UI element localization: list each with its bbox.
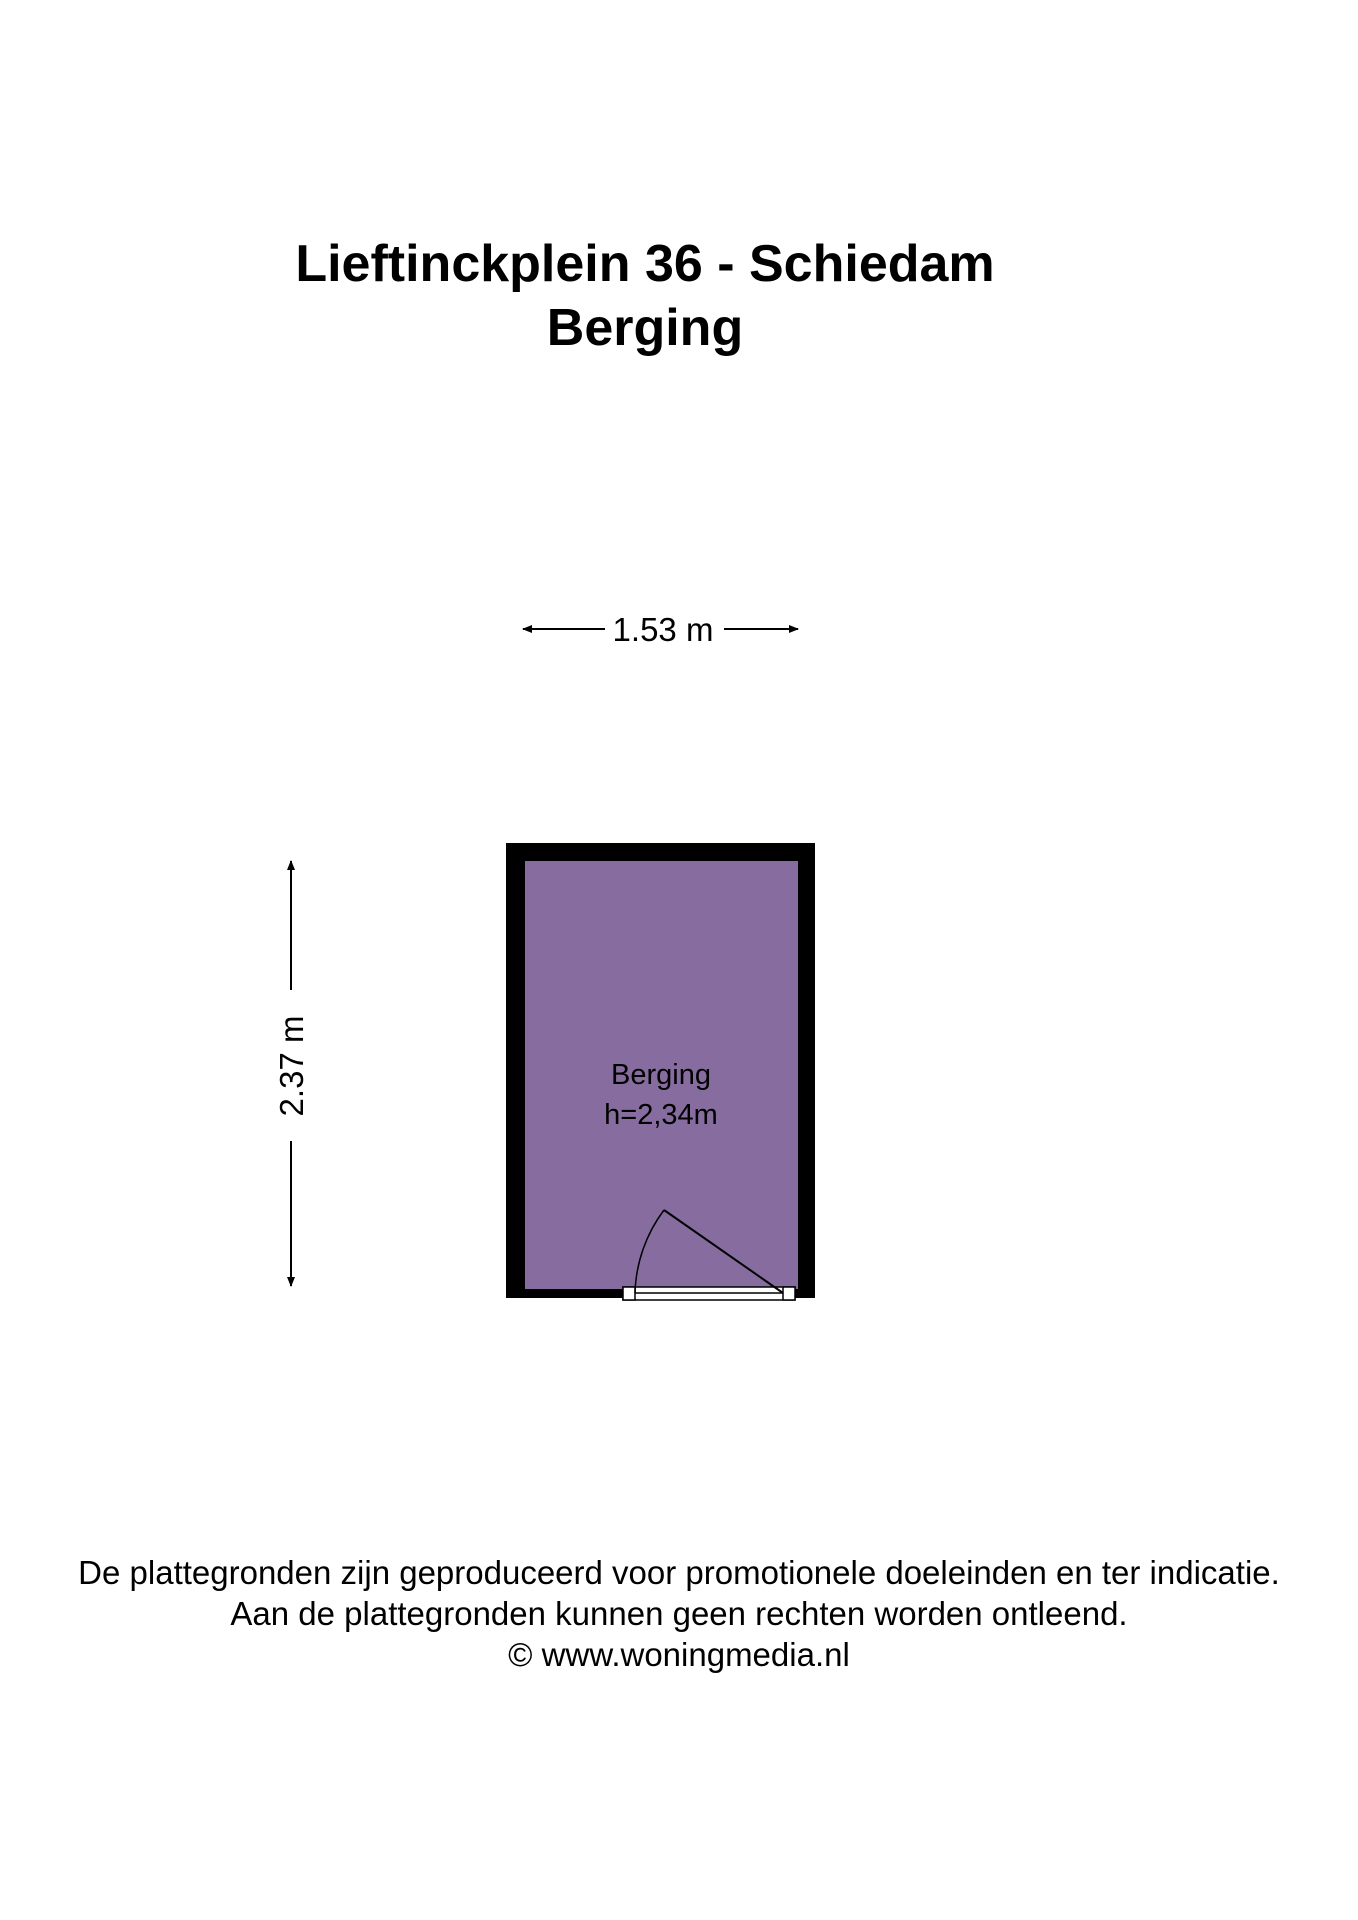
room-berging [506,843,815,1300]
door-jamb-right [783,1287,795,1300]
disclaimer [0,1552,1358,1675]
address-title: Lieftinckplein 36 - Schiedam [295,235,995,293]
room-name: Berging [611,1059,711,1091]
disclaimer-line-1: De plattegronden zijn geproduceerd voor promotionele doeleinden en ter indicatie. [78,1554,1280,1591]
door-jamb-left [623,1287,635,1300]
floor-subtitle: Berging [546,299,744,357]
depth-dimension [273,861,310,1286]
depth-dimension-label: 2.37 m [273,1015,310,1117]
copyright-line: © www.woningmedia.nl [508,1636,850,1673]
width-dimension [523,611,798,648]
disclaimer-line-2: Aan de plattegronden kunnen geen rechten worden ontleend. [230,1595,1128,1632]
room-height: h=2,34m [604,1099,718,1131]
width-dimension-label: 1.53 m [612,611,714,648]
